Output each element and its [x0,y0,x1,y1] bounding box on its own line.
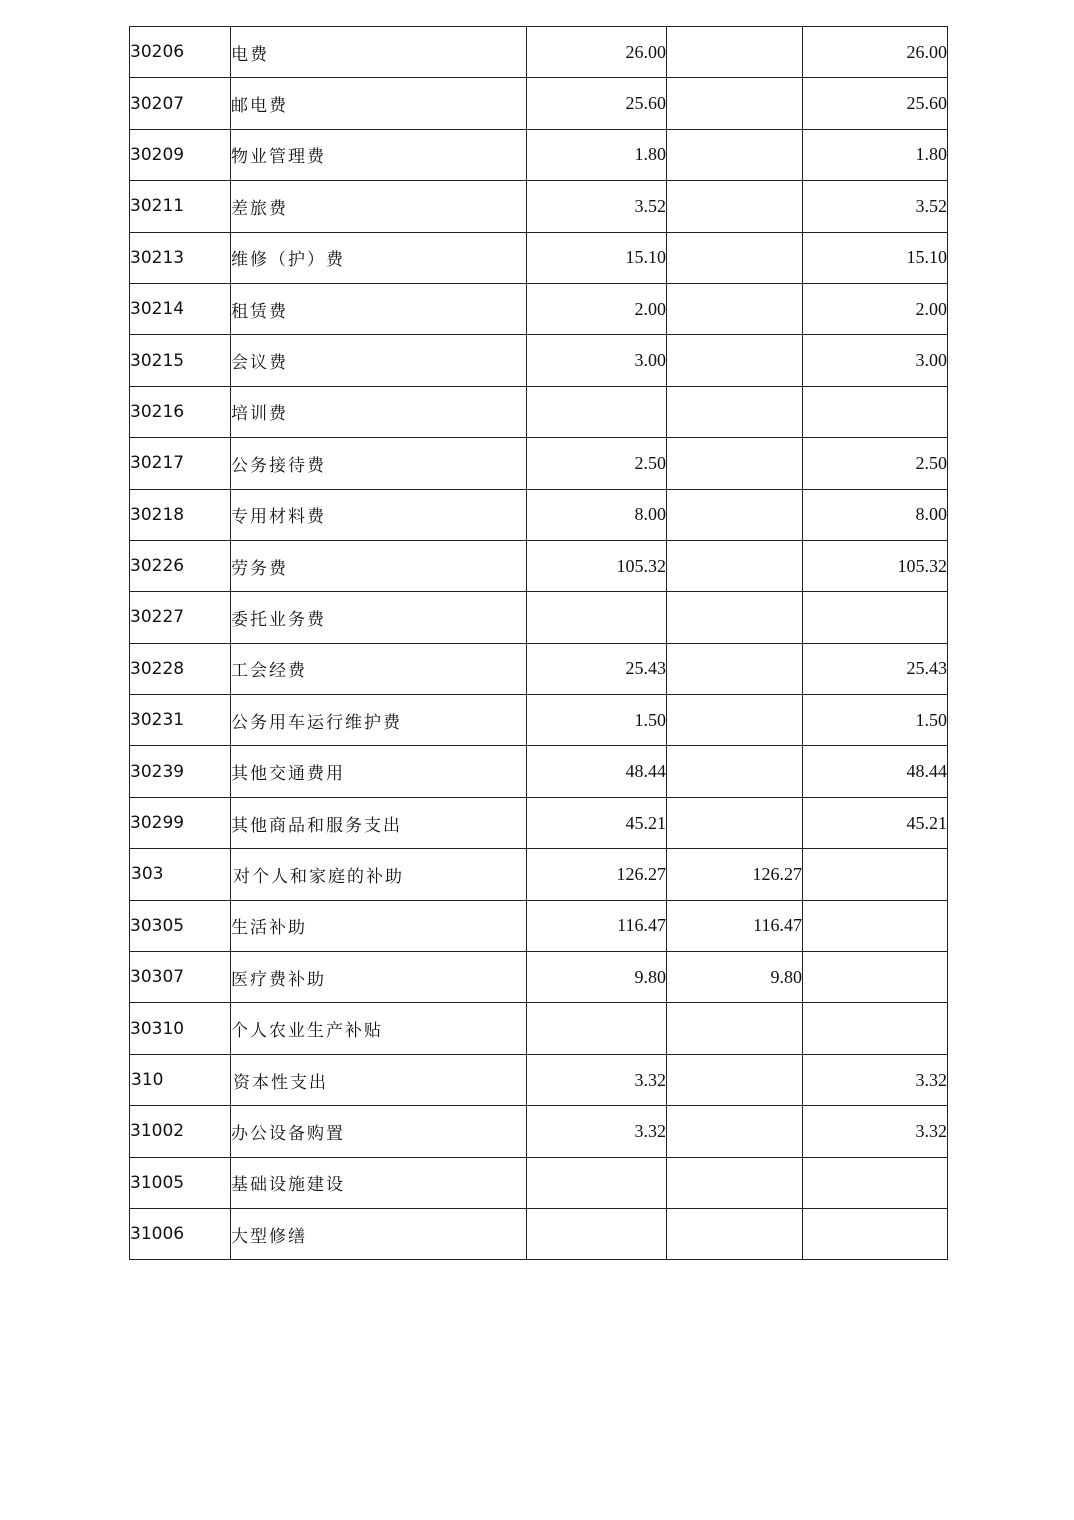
project-expenditure-cell: 25.43 [803,643,948,694]
table-row [130,78,948,129]
economic-code-cell: 30310 [130,1003,231,1054]
project-expenditure-cell: 25.60 [803,78,948,129]
table-row [130,438,948,489]
basic-expenditure-cell [667,643,803,694]
basic-expenditure-cell [667,283,803,334]
item-name-cell: 办公设备购置 [231,1106,527,1157]
project-expenditure-cell: 45.21 [803,797,948,848]
basic-expenditure-cell [667,797,803,848]
total-amount-cell: 1.80 [527,129,667,180]
project-expenditure-cell: 1.80 [803,129,948,180]
item-name-cell: 电费 [231,27,527,78]
total-amount-cell: 3.52 [527,181,667,232]
basic-expenditure-cell [667,1003,803,1054]
economic-code-cell: 30227 [130,592,231,643]
project-expenditure-cell: 2.00 [803,283,948,334]
table-row [130,1054,948,1105]
table-row [130,129,948,180]
project-expenditure-cell [803,849,948,900]
total-amount-cell: 45.21 [527,797,667,848]
project-expenditure-cell [803,952,948,1003]
expenditure-table [129,26,948,1260]
table-body [130,27,948,1260]
basic-expenditure-cell [667,438,803,489]
economic-code-cell: 31002 [130,1106,231,1157]
total-amount-cell [527,1208,667,1259]
table-row [130,746,948,797]
economic-code-cell: 30211 [130,181,231,232]
item-name-cell: 公务接待费 [231,438,527,489]
project-expenditure-cell: 105.32 [803,540,948,591]
total-amount-cell [527,1003,667,1054]
total-amount-cell: 105.32 [527,540,667,591]
table-row [130,1106,948,1157]
total-amount-cell: 1.50 [527,695,667,746]
basic-expenditure-cell [667,335,803,386]
total-amount-cell: 3.32 [527,1054,667,1105]
total-amount-cell: 9.80 [527,952,667,1003]
economic-code-cell: 30207 [130,78,231,129]
economic-code-cell: 30239 [130,746,231,797]
basic-expenditure-cell [667,129,803,180]
project-expenditure-cell: 8.00 [803,489,948,540]
economic-code-cell: 30214 [130,283,231,334]
table-row [130,695,948,746]
total-amount-cell: 2.50 [527,438,667,489]
total-amount-cell: 116.47 [527,900,667,951]
economic-code-cell: 30209 [130,129,231,180]
project-expenditure-cell [803,386,948,437]
item-name-cell: 大型修缮 [231,1208,527,1259]
table-row [130,540,948,591]
item-name-cell: 会议费 [231,335,527,386]
item-name-cell: 生活补助 [231,900,527,951]
item-name-cell: 培训费 [231,386,527,437]
total-amount-cell: 26.00 [527,27,667,78]
total-amount-cell [527,386,667,437]
item-name-cell: 医疗费补助 [231,952,527,1003]
table-row [130,335,948,386]
item-name-cell: 工会经费 [231,643,527,694]
economic-code-cell: 303 [130,849,231,900]
table-row [130,1208,948,1259]
total-amount-cell: 25.43 [527,643,667,694]
basic-expenditure-cell: 9.80 [667,952,803,1003]
economic-code-cell: 30215 [130,335,231,386]
item-name-cell: 专用材料费 [231,489,527,540]
table-row [130,386,948,437]
economic-code-cell: 31005 [130,1157,231,1208]
table-row [130,283,948,334]
total-amount-cell [527,592,667,643]
table-row [130,952,948,1003]
total-amount-cell [527,1157,667,1208]
total-amount-cell: 15.10 [527,232,667,283]
basic-expenditure-cell [667,1106,803,1157]
table-row [130,849,948,900]
table-row [130,232,948,283]
basic-expenditure-cell [667,181,803,232]
total-amount-cell: 25.60 [527,78,667,129]
table-row [130,1003,948,1054]
item-name-cell: 其他交通费用 [231,746,527,797]
project-expenditure-cell: 1.50 [803,695,948,746]
basic-expenditure-cell [667,1157,803,1208]
basic-expenditure-cell: 116.47 [667,900,803,951]
item-name-cell: 委托业务费 [231,592,527,643]
project-expenditure-cell [803,900,948,951]
project-expenditure-cell: 48.44 [803,746,948,797]
total-amount-cell: 3.32 [527,1106,667,1157]
basic-expenditure-cell: 126.27 [667,849,803,900]
project-expenditure-cell [803,1157,948,1208]
basic-expenditure-cell [667,592,803,643]
table-row [130,489,948,540]
project-expenditure-cell: 3.32 [803,1106,948,1157]
table-row [130,1157,948,1208]
project-expenditure-cell: 2.50 [803,438,948,489]
table-row [130,592,948,643]
basic-expenditure-cell [667,232,803,283]
project-expenditure-cell: 26.00 [803,27,948,78]
project-expenditure-cell [803,592,948,643]
item-name-cell: 维修（护）费 [231,232,527,283]
total-amount-cell: 48.44 [527,746,667,797]
table-row [130,27,948,78]
basic-expenditure-cell [667,1054,803,1105]
project-expenditure-cell [803,1208,948,1259]
economic-code-cell: 30218 [130,489,231,540]
economic-code-cell: 30217 [130,438,231,489]
project-expenditure-cell: 15.10 [803,232,948,283]
economic-code-cell: 30206 [130,27,231,78]
economic-code-cell: 30216 [130,386,231,437]
basic-expenditure-cell [667,489,803,540]
table-row [130,900,948,951]
item-name-cell: 劳务费 [231,540,527,591]
project-expenditure-cell [803,1003,948,1054]
economic-code-cell: 30231 [130,695,231,746]
basic-expenditure-cell [667,540,803,591]
economic-code-cell: 30299 [130,797,231,848]
economic-code-cell: 310 [130,1054,231,1105]
basic-expenditure-cell [667,78,803,129]
item-name-cell: 差旅费 [231,181,527,232]
economic-code-cell: 30226 [130,540,231,591]
economic-code-cell: 30307 [130,952,231,1003]
total-amount-cell: 2.00 [527,283,667,334]
item-name-cell: 基础设施建设 [231,1157,527,1208]
project-expenditure-cell: 3.00 [803,335,948,386]
item-name-cell: 邮电费 [231,78,527,129]
project-expenditure-cell: 3.52 [803,181,948,232]
item-name-cell: 资本性支出 [231,1054,527,1105]
basic-expenditure-cell [667,1208,803,1259]
item-name-cell: 对个人和家庭的补助 [231,849,527,900]
table-row [130,797,948,848]
basic-expenditure-cell [667,27,803,78]
item-name-cell: 其他商品和服务支出 [231,797,527,848]
table-row [130,181,948,232]
economic-code-cell: 30213 [130,232,231,283]
table-row [130,643,948,694]
item-name-cell: 个人农业生产补贴 [231,1003,527,1054]
total-amount-cell: 3.00 [527,335,667,386]
total-amount-cell: 8.00 [527,489,667,540]
basic-expenditure-cell [667,695,803,746]
economic-code-cell: 30228 [130,643,231,694]
item-name-cell: 公务用车运行维护费 [231,695,527,746]
item-name-cell: 物业管理费 [231,129,527,180]
economic-code-cell: 30305 [130,900,231,951]
basic-expenditure-cell [667,746,803,797]
economic-code-cell: 31006 [130,1208,231,1259]
item-name-cell: 租赁费 [231,283,527,334]
project-expenditure-cell: 3.32 [803,1054,948,1105]
total-amount-cell: 126.27 [527,849,667,900]
basic-expenditure-cell [667,386,803,437]
